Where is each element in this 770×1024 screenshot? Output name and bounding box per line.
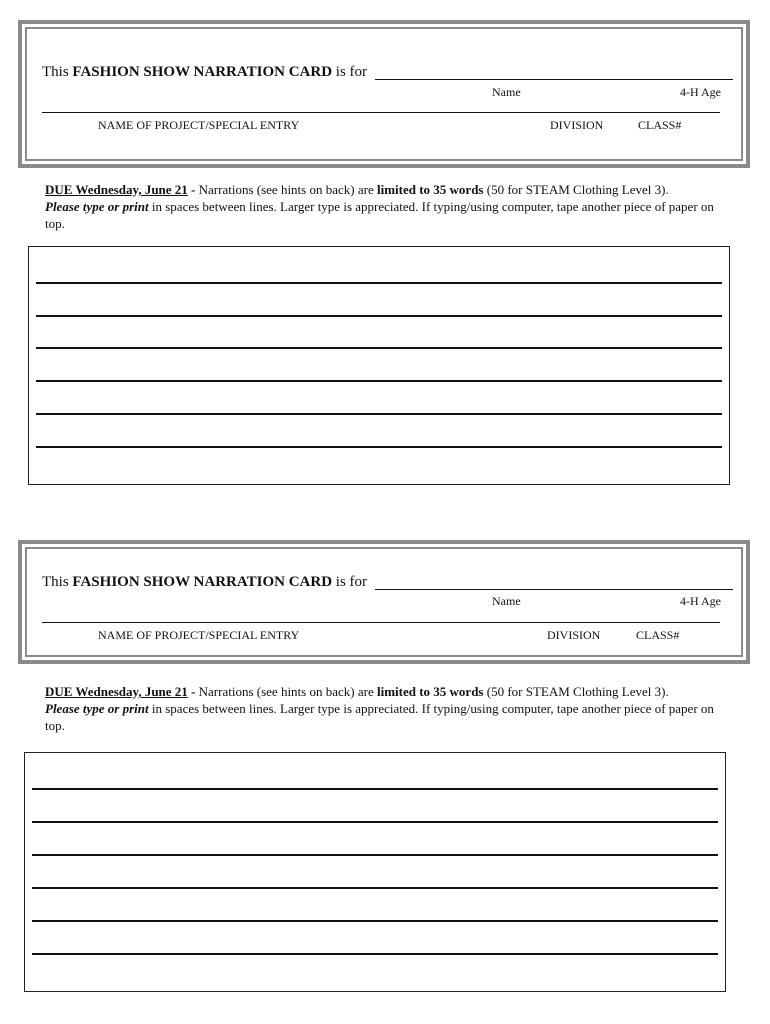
instructions-text-3: in spaces between lines. Larger type is appreciated. If typing/using computer, tape another piece of paper on top.: [45, 199, 714, 231]
due-dash: -: [187, 684, 199, 699]
instructions-text-1: Narrations (see hints on back) are: [198, 182, 377, 197]
instructions-text-2: (50 for STEAM Clothing Level 3).: [483, 182, 669, 197]
writing-line: [32, 887, 718, 889]
project-label: NAME OF PROJECT/SPECIAL ENTRY: [98, 118, 300, 132]
writing-line: [36, 315, 722, 317]
narration-writing-box[interactable]: [24, 752, 726, 992]
project-field[interactable]: [42, 112, 720, 113]
instructions-text-2: (50 for STEAM Clothing Level 3).: [483, 684, 669, 699]
writing-line: [36, 380, 722, 382]
card-header-inner-frame: [25, 27, 743, 161]
due-date: DUE Wednesday, June 21: [45, 182, 188, 197]
narration-card-1: [0, 0, 770, 500]
narration-writing-box[interactable]: [28, 246, 730, 485]
card-header-frame: [18, 20, 750, 168]
card-title: [42, 64, 367, 81]
word-limit: limited to 35 words: [376, 684, 484, 699]
writing-line: [32, 821, 718, 823]
name-label: Name: [492, 594, 521, 608]
title-suffix: is for: [332, 64, 368, 80]
instructions-text-3: in spaces between lines. Larger type is appreciated. If typing/using computer, tape another piece of paper on top.: [45, 701, 714, 733]
narration-card-2: [0, 518, 770, 1018]
project-field[interactable]: [42, 622, 720, 623]
writing-line: [36, 446, 722, 448]
writing-line: [32, 920, 718, 922]
division-label: DIVISION: [547, 628, 601, 642]
instructions: [45, 181, 735, 232]
title-prefix: This: [42, 64, 73, 80]
card-title: [42, 574, 367, 591]
instructions-text-1: Narrations (see hints on back) are: [198, 684, 377, 699]
type-or-print: Please type or print: [45, 701, 149, 716]
name-label: Name: [492, 85, 521, 99]
age-label: 4-H Age: [680, 594, 721, 608]
due-date: DUE Wednesday, June 21: [45, 684, 188, 699]
writing-line: [32, 788, 718, 790]
writing-line: [36, 413, 722, 415]
title-prefix: This: [42, 574, 73, 590]
writing-line: [32, 854, 718, 856]
due-dash: -: [187, 182, 199, 197]
word-limit: limited to 35 words: [376, 182, 484, 197]
writing-line: [36, 282, 722, 284]
division-label: DIVISION: [550, 118, 604, 132]
name-field[interactable]: [375, 79, 733, 80]
age-label: 4-H Age: [680, 85, 721, 99]
title-bold: FASHION SHOW NARRATION CARD: [72, 574, 333, 590]
class-label: CLASS#: [636, 628, 680, 642]
title-suffix: is for: [332, 574, 368, 590]
project-label: NAME OF PROJECT/SPECIAL ENTRY: [98, 628, 300, 642]
title-bold: FASHION SHOW NARRATION CARD: [72, 64, 333, 80]
instructions: [45, 683, 735, 734]
card-header-frame: [18, 540, 750, 664]
type-or-print: Please type or print: [45, 199, 149, 214]
class-label: CLASS#: [638, 118, 682, 132]
writing-line: [32, 953, 718, 955]
name-field[interactable]: [375, 589, 733, 590]
writing-line: [36, 347, 722, 349]
